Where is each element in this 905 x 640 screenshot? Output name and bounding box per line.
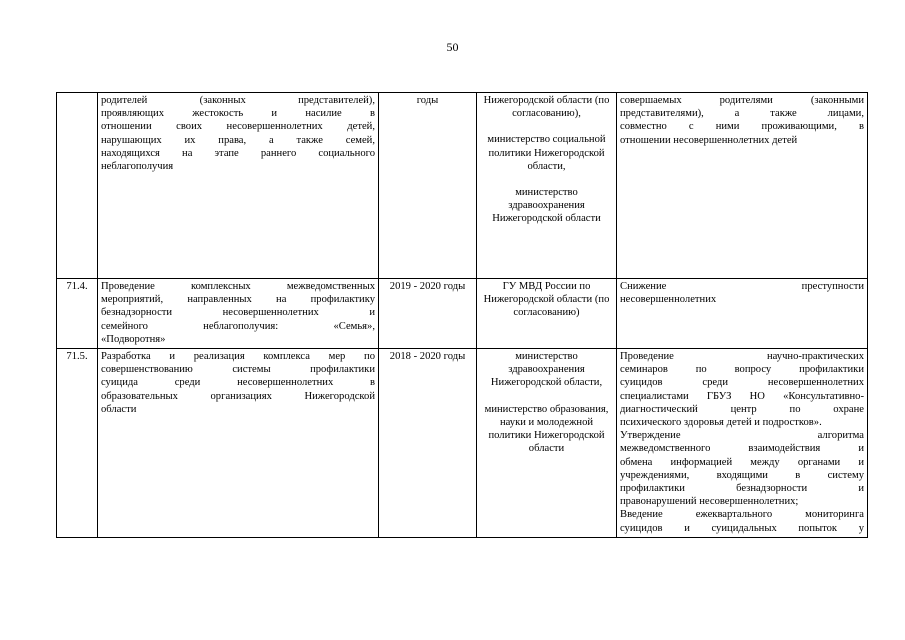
row-number: 71.4. xyxy=(57,279,98,349)
responsible xyxy=(477,93,617,279)
description-line: находящихся на этапе раннего социального xyxy=(101,147,375,159)
responsible-entry: министерство образования, науки и молодежной политики Нижегородской области xyxy=(484,403,609,455)
table-row xyxy=(57,93,868,279)
result-line: представителями), а также лицами, xyxy=(620,108,864,120)
result-line: специалистами ГБУЗ НО «Консультативно- xyxy=(620,390,864,402)
result-line: учреждениями, входящими в систему xyxy=(620,469,864,481)
description-line: родителей (законных представителей), xyxy=(101,95,375,106)
result-line: совершаемых родителями (законными xyxy=(620,95,864,106)
responsible xyxy=(477,279,617,349)
description-line: Разработка и реализация комплекса мер по xyxy=(101,351,375,363)
measure-description xyxy=(98,279,379,349)
result-line: семинаров по вопросу профилактики xyxy=(620,364,864,376)
description-line: семейного неблагополучия: «Семья», xyxy=(101,320,375,332)
result-line: Проведение научно-практических xyxy=(620,351,864,363)
description-line: суицида среди несовершеннолетних в xyxy=(101,377,375,389)
result-line: обмена информацией между органами и xyxy=(620,456,864,468)
measure-description xyxy=(98,93,379,279)
table-row xyxy=(57,349,868,538)
responsible-entry: министерство здравоохранения Нижегородской области xyxy=(492,187,601,225)
result-line: совместно с ними проживающими, в xyxy=(620,121,864,133)
result-line: Утверждение алгоритма xyxy=(620,430,864,442)
result-line: диагностический центр по охране xyxy=(620,403,864,415)
page-number: 50 xyxy=(446,40,459,54)
result-line: профилактики безнадзорности и xyxy=(620,483,864,495)
responsible-entry: министерство социальной политики Нижегородской области, xyxy=(487,134,606,172)
period: 2018 - 2020 годы xyxy=(379,349,477,538)
expected-result xyxy=(617,279,868,349)
period: 2019 - 2020 годы xyxy=(379,279,477,349)
responsible-entry: министерство здравоохранения Нижегородской области, xyxy=(490,351,603,389)
result-line: Введение ежеквартального мониторинга xyxy=(620,509,864,521)
description-line: проявляющих жестокость и насилие в xyxy=(101,108,375,120)
result-line: Снижение преступности xyxy=(620,281,864,292)
responsible-entry: ГУ МВД России по Нижегородской области (по согласованию) xyxy=(483,281,610,319)
result-line: правонарушений несовершеннолетних; xyxy=(620,496,799,508)
result-line: отношении несовершеннолетних детей xyxy=(620,134,798,146)
description-line: отношении своих несовершеннолетних детей, xyxy=(101,121,375,133)
row-number: 71.5. xyxy=(57,349,98,538)
result-line: суицидов и суицидальных попыток у xyxy=(620,522,864,534)
measure-description xyxy=(98,349,379,538)
description-line: совершенствованию системы профилактики xyxy=(101,364,375,376)
result-line: межведомственного взаимодействия и xyxy=(620,443,864,455)
description-line: мероприятий, направленных на профилактику xyxy=(101,294,375,306)
responsible xyxy=(477,349,617,538)
responsible-entry: Нижегородской области (по согласованию), xyxy=(483,95,610,120)
result-line: психического здоровья детей и подростков». xyxy=(620,417,822,429)
expected-result xyxy=(617,93,868,279)
description-line: образовательных организациях Нижегородской xyxy=(101,390,375,402)
description-line: области xyxy=(101,403,137,415)
result-line: суицидов среди несовершеннолетних xyxy=(620,377,864,389)
description-line: неблагополучия xyxy=(101,161,174,173)
description-line: нарушающих их права, а также семей, xyxy=(101,134,375,146)
table-row xyxy=(57,279,868,349)
expected-result xyxy=(617,349,868,538)
description-line: безнадзорности несовершеннолетних и xyxy=(101,307,375,319)
description-line: «Подворотня» xyxy=(101,333,166,345)
row-number xyxy=(57,93,98,279)
period: годы xyxy=(379,93,477,279)
description-line: Проведение комплексных межведомственных xyxy=(101,281,375,292)
measures-table xyxy=(56,92,868,538)
result-line: несовершеннолетних xyxy=(620,294,717,306)
